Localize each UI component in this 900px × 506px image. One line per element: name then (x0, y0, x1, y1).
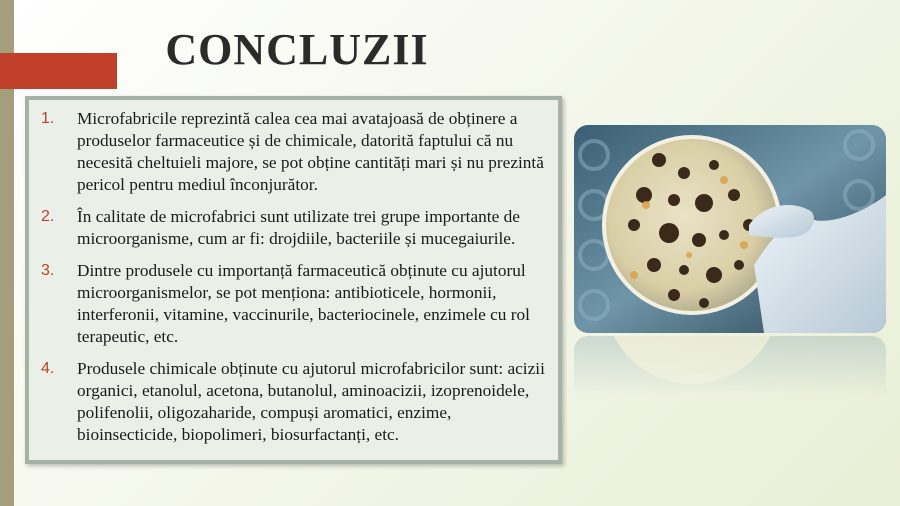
list-item (37, 206, 550, 250)
list-item-number: 2. (41, 208, 55, 225)
petri-dish-photo-icon (574, 125, 886, 333)
list-item-text: Produsele chimicale obținute cu ajutorul microfabricilor sunt: acizii organici, etanolul, acetona, butanolul, aminoacizii, izoprenoidele, polifenolii, oligozaharide, compuși aromatici, enzime, bioinsecticide, biopolimeri, biosurfactanți, etc. (77, 359, 545, 444)
list-item-number: 3. (41, 262, 55, 279)
list-item-text: Dintre produsele cu importanță farmaceutică obținute cu ajutorul microorganismelor, se pot menționa: antibioticele, hormonii, interferonii, vitamine, vaccinurile, bacteriocinele, enzimele cu rol terapeutic, etc. (77, 261, 530, 346)
conclusions-text-box (25, 96, 562, 464)
petri-dish-image (574, 125, 886, 333)
page-title: CONCLUZII (165, 25, 429, 74)
petri-dish-image-reflection (574, 336, 886, 396)
conclusions-list (29, 100, 558, 446)
list-item-text: Microfabricile reprezintă calea cea mai avatajoasă de obținere a produselor farmaceutice și de chimicale, datorită faptului că nu necesită cheltuieli majore, se pot obține cantități mari și nu prezintă pericol pentru mediul înconjurător. (77, 109, 544, 194)
list-item-number: 1. (41, 110, 55, 127)
list-item-number: 4. (41, 360, 55, 377)
list-item-text: În calitate de microfabrici sunt utilizate trei grupe importante de microorganisme, cum ar fi: drojdiile, bacteriile și mucegaiurile. (77, 207, 520, 248)
list-item (37, 358, 550, 446)
list-item (37, 108, 550, 196)
list-item (37, 260, 550, 348)
petri-dish-reflection-icon (574, 336, 886, 396)
